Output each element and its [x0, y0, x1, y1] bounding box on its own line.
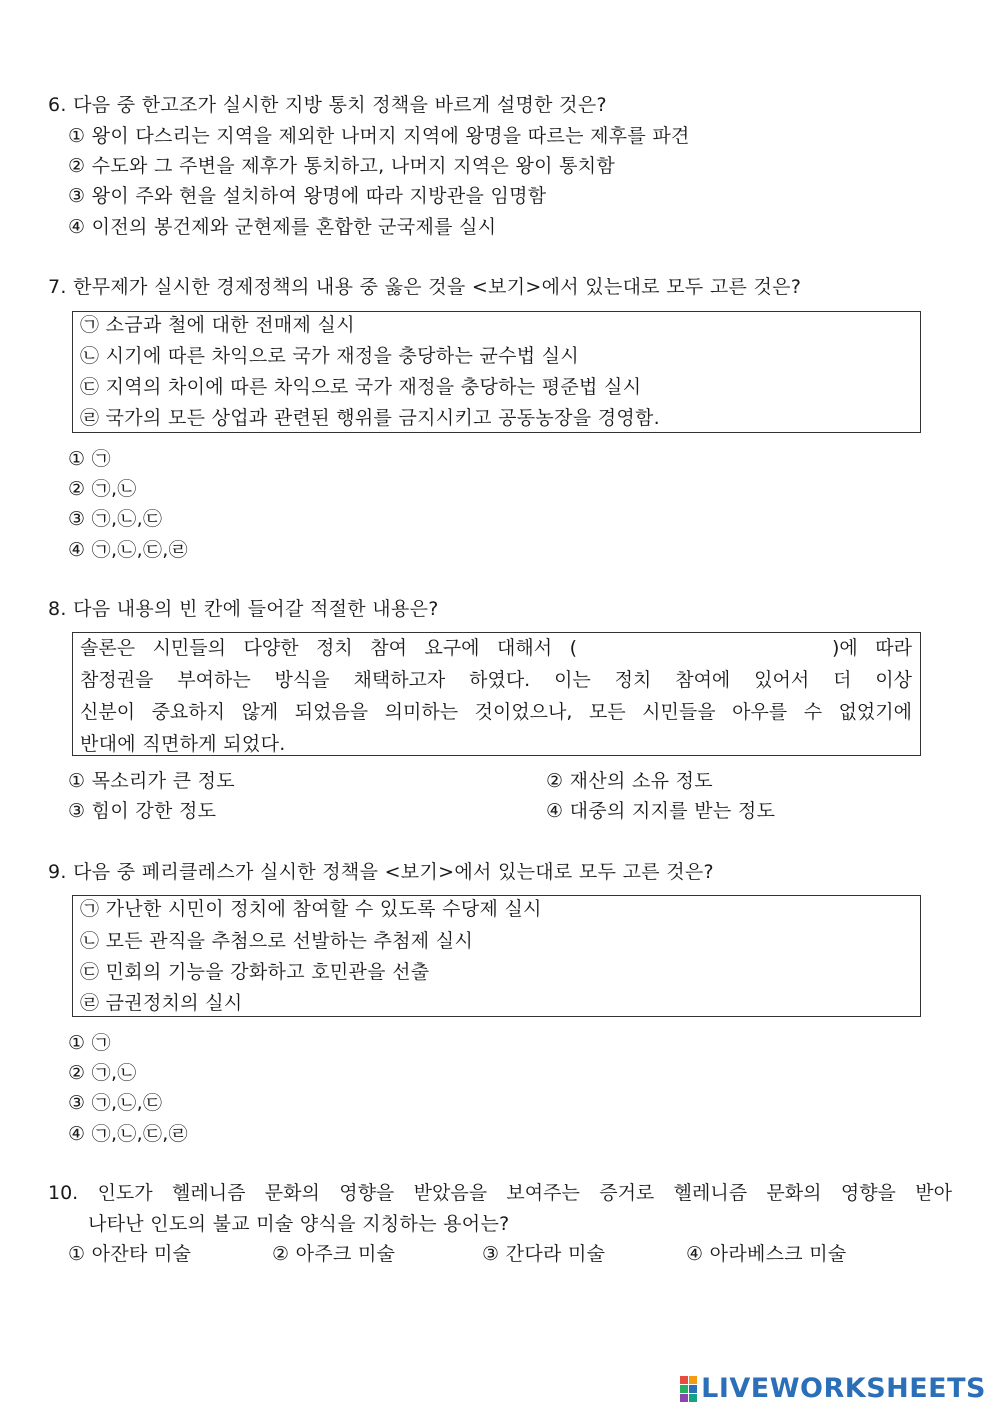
logo-square-3	[680, 1385, 688, 1393]
question-10-line-2: 나타난 인도의 불교 미술 양식을 지칭하는 용어는?	[88, 1213, 510, 1235]
logo-square-6	[689, 1394, 697, 1402]
q8-option-1[interactable]: ① 목소리가 큰 정도	[68, 770, 235, 792]
q7-option-1[interactable]: ① ㉠	[68, 448, 111, 470]
q9-option-1[interactable]: ① ㉠	[68, 1032, 111, 1054]
q8-passage-line1-end: )에 따라	[832, 637, 912, 659]
logo-square-4	[689, 1385, 697, 1393]
q8-passage-line-2: 참정권을 부여하는 방식을 채택하고자 하였다. 이는 정치 참여에 있어서 더 이상	[80, 669, 912, 691]
logo-square-2	[689, 1376, 697, 1384]
q10-option-4[interactable]: ④ 아라베스크 미술	[686, 1243, 847, 1265]
q6-option-1[interactable]: ① 왕이 다스리는 지역을 제외한 나머지 지역에 왕명을 따르는 제후를 파견	[68, 125, 690, 147]
question-9: 9. 다음 중 페리클레스가 실시한 정책을 <보기>에서 있는대로 모두 고른 것은?	[48, 861, 714, 883]
q9-option-4[interactable]: ④ ㉠,㉡,㉢,㉣	[68, 1123, 188, 1145]
q8-option-3[interactable]: ③ 힘이 강한 정도	[68, 800, 217, 822]
q9-box-item-1: ㉠ 가난한 시민이 정치에 참여할 수 있도록 수당제 실시	[80, 898, 542, 920]
q9-box-item-2: ㉡ 모든 관직을 추첨으로 선발하는 추첨제 실시	[80, 930, 474, 952]
q7-option-4[interactable]: ④ ㉠,㉡,㉢,㉣	[68, 539, 188, 561]
question-7: 7. 한무제가 실시한 경제정책의 내용 중 옳은 것을 <보기>에서 있는대로 모두 고른 것은?	[48, 276, 802, 298]
q9-box-item-3: ㉢ 민회의 기능을 강화하고 호민관을 선출	[80, 961, 430, 983]
q6-option-4[interactable]: ④ 이전의 봉건제와 군현제를 혼합한 군국제를 실시	[68, 216, 497, 238]
q8-passage-line1-start: 솔론은 시민들의 다양한 정치 참여 요구에 대해서 (	[80, 637, 578, 659]
liveworksheets-logo-text: LIVEWORKSHEETS	[701, 1373, 986, 1404]
q8-passage-line-3: 신분이 중요하지 않게 되었음을 의미하는 것이었으나, 모든 시민들을 아우를 수 없었기에	[80, 701, 912, 723]
q7-box-item-4: ㉣ 국가의 모든 상업과 관련된 행위를 금지시키고 공동농장을 경영함.	[80, 407, 661, 429]
q9-box-item-4: ㉣ 금권정치의 실시	[80, 992, 243, 1014]
logo-square-1	[680, 1376, 688, 1384]
q6-option-2[interactable]: ② 수도와 그 주변을 제후가 통치하고, 나머지 지역은 왕이 통치함	[68, 155, 616, 177]
q7-box-item-2: ㉡ 시기에 따른 차익으로 국가 재정을 충당하는 균수법 실시	[80, 345, 580, 367]
q8-passage-line-1	[80, 632, 912, 664]
q10-option-2[interactable]: ② 아주크 미술	[272, 1243, 396, 1265]
q10-option-3[interactable]: ③ 간다라 미술	[482, 1243, 606, 1265]
q8-passage-line-4: 반대에 직면하게 되었다.	[80, 733, 286, 755]
question-6: 6. 다음 중 한고조가 실시한 지방 통치 정책을 바르게 설명한 것은?	[48, 94, 607, 116]
q7-option-3[interactable]: ③ ㉠,㉡,㉢	[68, 508, 163, 530]
q8-option-4[interactable]: ④ 대중의 지지를 받는 정도	[546, 800, 776, 822]
q6-option-3[interactable]: ③ 왕이 주와 현을 설치하여 왕명에 따라 지방관을 임명함	[68, 185, 547, 207]
q7-box-item-1: ㉠ 소금과 철에 대한 전매제 실시	[80, 314, 355, 336]
question-8: 8. 다음 내용의 빈 칸에 들어갈 적절한 내용은?	[48, 598, 439, 620]
logo-square-5	[680, 1394, 688, 1402]
q7-box-item-3: ㉢ 지역의 차이에 따른 차익으로 국가 재정을 충당하는 평준법 실시	[80, 376, 642, 398]
liveworksheets-logo[interactable]	[680, 1374, 986, 1404]
question-10-line-1: 10. 인도가 헬레니즘 문화의 영향을 받았음을 보여주는 증거로 헬레니즘 문화의 영향을 받아	[48, 1182, 952, 1204]
q8-option-2[interactable]: ② 재산의 소유 정도	[546, 770, 713, 792]
q10-option-1[interactable]: ① 아잔타 미술	[68, 1243, 192, 1265]
q9-option-3[interactable]: ③ ㉠,㉡,㉢	[68, 1092, 163, 1114]
q9-option-2[interactable]: ② ㉠,㉡	[68, 1062, 137, 1084]
liveworksheets-logo-icon	[680, 1376, 697, 1402]
q7-option-2[interactable]: ② ㉠,㉡	[68, 478, 137, 500]
